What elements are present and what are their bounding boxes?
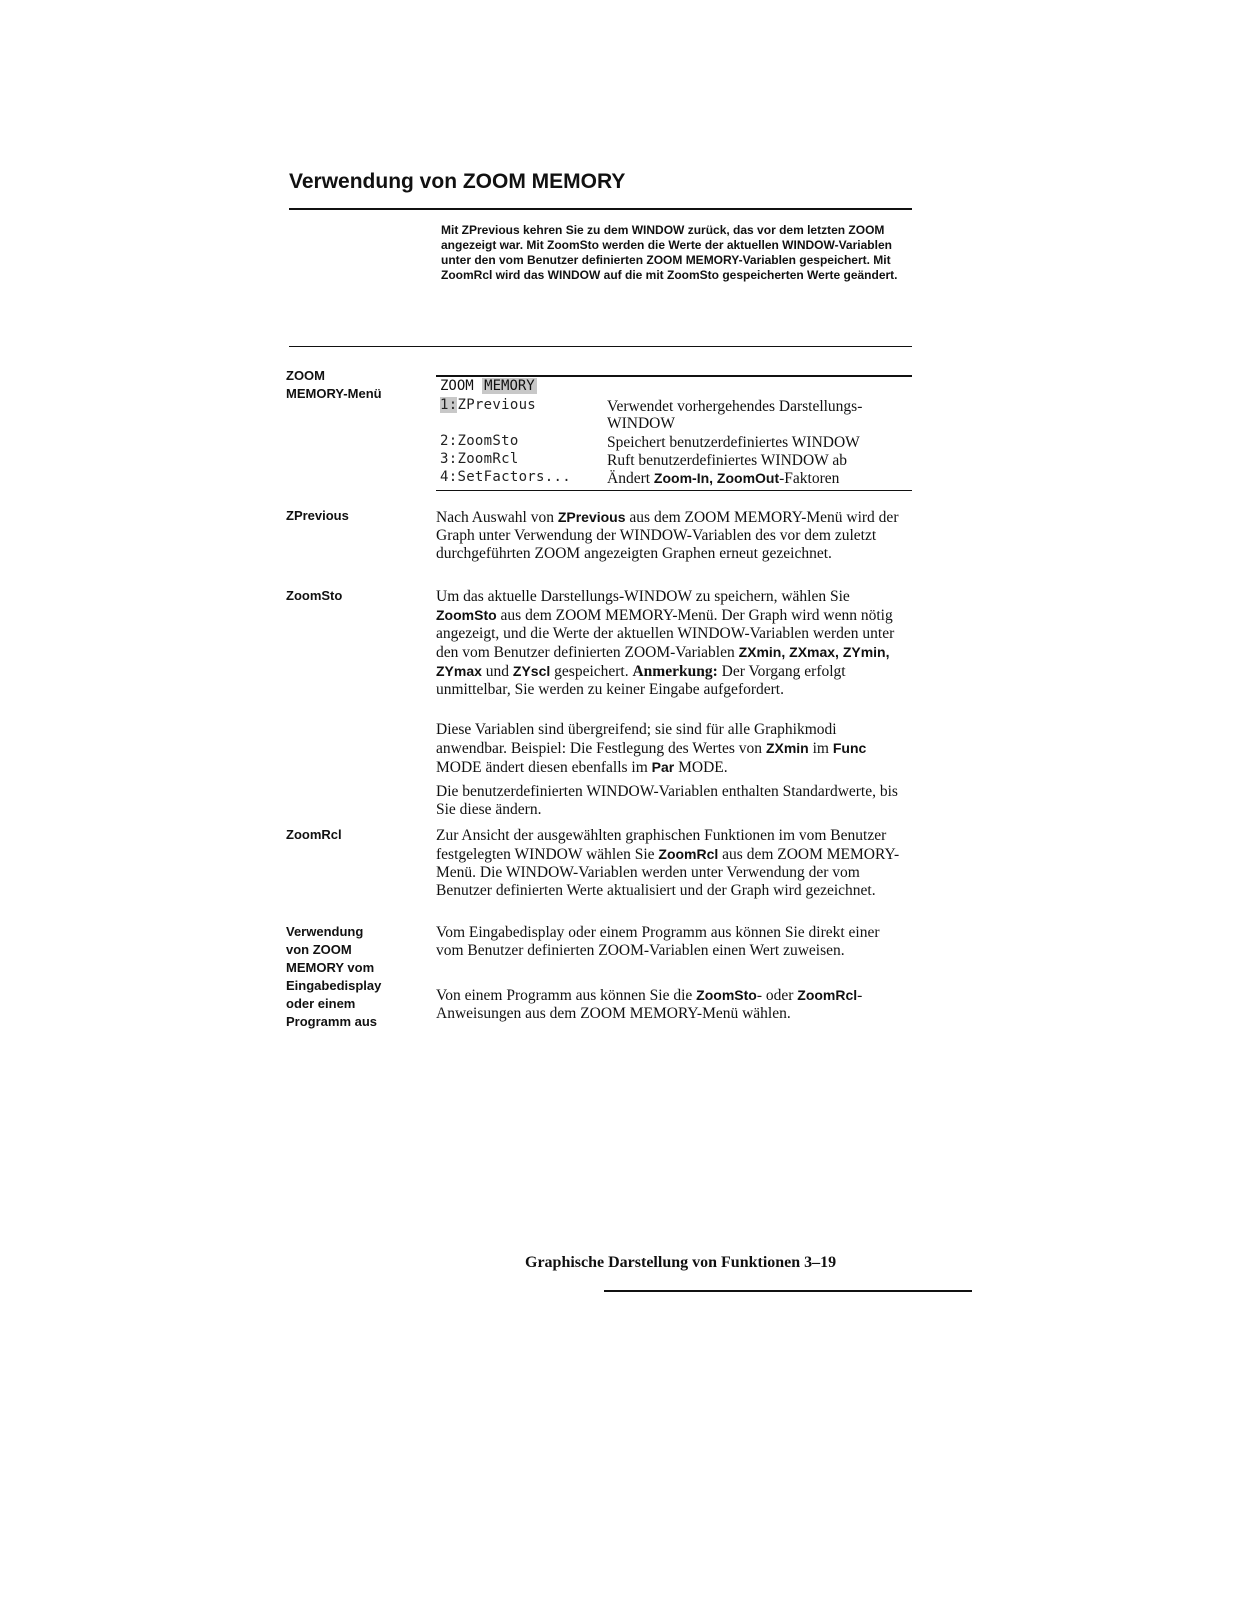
menu-bottom-rule: [436, 490, 912, 491]
title-rule: [289, 208, 912, 210]
usage-paragraph-1: Vom Eingabedisplay oder einem Programm aus können Sie direkt einer vom Benutzer definierten ZOOM-Variablen einen Wert zuweisen.: [436, 924, 880, 959]
menu-section-label: [286, 367, 404, 403]
menu-item-description: Ruft benutzerdefiniertes WINDOW ab: [607, 452, 848, 469]
usage-label-line: oder einem: [286, 996, 356, 1011]
zprevious-paragraph: Nach Auswahl von ZPrevious aus dem ZOOM MEMORY-Menü wird der Graph unter Verwendung der WINDOW-Variablen des vor dem zuletzt durchgeführten ZOOM angezeigten Graphen erneut gezeichnet.: [436, 509, 899, 562]
intro-rule: [289, 346, 912, 347]
menu-item-zprevious: [440, 397, 536, 413]
menu-item-key: ZoomSto: [457, 433, 519, 449]
zoomsto-paragraph-1: Um das aktuelle Darstellungs-WINDOW zu speichern, wählen Sie ZoomSto aus dem ZOOM MEMORY-Menü. Der Graph wird wenn nötig angezeigt, und die Werte der aktuellen WINDOW-Variablen werden unter den vom Benutzer definierten ZOOM-Variablen ZXmin, ZXmax, ZYmin, ZYmax und ZYscl gespeichert. Anmerkung: Der Vorgang erfolgt unmittelbar, Sie werden zu keiner Eingabe aufgefordert.: [436, 588, 895, 698]
usage-label-line: MEMORY vom: [286, 960, 375, 975]
usage-label-line: Verwendung: [286, 924, 364, 939]
menu-item-key: ZPrevious: [457, 397, 537, 413]
menu-item-description: Speichert benutzerdefiniertes WINDOW: [607, 434, 860, 451]
zprevious-label: ZPrevious: [286, 508, 349, 523]
footer-rule: [604, 1290, 972, 1292]
page-title: Verwendung von ZOOM MEMORY: [289, 170, 626, 193]
usage-label-line: Eingabedisplay: [286, 978, 382, 993]
zoomrcl-label: ZoomRcl: [286, 827, 342, 842]
menu-label-line: ZOOM: [286, 368, 325, 383]
menu-item-key: ZoomRcl: [457, 451, 519, 467]
menu-title-zoom: ZOOM: [440, 378, 474, 394]
usage-label-line: von ZOOM: [286, 942, 352, 957]
menu-item-number: 1:: [440, 397, 458, 413]
zoomsto-paragraph-3: Die benutzerdefinierten WINDOW-Variablen enthalten Standardwerte, bis Sie diese ändern.: [436, 783, 898, 818]
menu-item-zoomsto: 2:ZoomSto: [440, 433, 519, 449]
menu-label-line: MEMORY-Menü: [286, 386, 382, 401]
page-footer: Graphische Darstellung von Funktionen 3–19: [525, 1254, 837, 1271]
zoomrcl-paragraph: Zur Ansicht der ausgewählten graphischen Funktionen im vom Benutzer festgelegten WINDOW wählen Sie ZoomRcl aus dem ZOOM MEMORY-Menü. Die WINDOW-Variablen werden unter Verwendung der vom Benutzer definierten Werte aktualisiert und der Graph wird gezeichnet.: [436, 827, 900, 899]
menu-item-description: Ändert Zoom-In, ZoomOut-Faktoren: [607, 470, 840, 487]
intro-paragraph: Mit ZPrevious kehren Sie zu dem WINDOW zurück, das vor dem letzten ZOOM angezeigt war. Mit ZoomSto werden die Werte der aktuellen WINDOW-Variablen unter den vom Benutzer definierten ZOOM MEMORY-Variablen gespeichert. Mit ZoomRcl wird das WINDOW auf die mit ZoomSto gespeicherten Werte geändert.: [441, 223, 898, 282]
usage-label-line: Programm aus: [286, 1014, 378, 1029]
zoomsto-paragraph-2: Diese Variablen sind übergreifend; sie sind für alle Graphikmodi anwendbar. Beispiel: Die Festlegung des Wertes von ZXmin im Func MODE ändert diesen ebenfalls im Par MODE.: [436, 721, 867, 776]
zoomsto-label: ZoomSto: [286, 588, 343, 603]
usage-label: [286, 923, 404, 1031]
menu-item-description: Verwendet vorhergehendes Darstellungs-WINDOW: [607, 398, 863, 432]
menu-top-rule: [436, 375, 912, 377]
menu-item-zoomrcl: 3:ZoomRcl: [440, 451, 519, 467]
menu-title-memory-tab: MEMORY: [484, 378, 535, 394]
menu-item-setfactors: 4:SetFactors...: [440, 469, 571, 485]
usage-paragraph-2: Von einem Programm aus können Sie die ZoomSto- oder ZoomRcl-Anweisungen aus dem ZOOM MEMORY-Menü wählen.: [436, 987, 863, 1022]
menu-item-key: SetFactors...: [457, 469, 571, 485]
calculator-menu-title: [440, 378, 537, 394]
